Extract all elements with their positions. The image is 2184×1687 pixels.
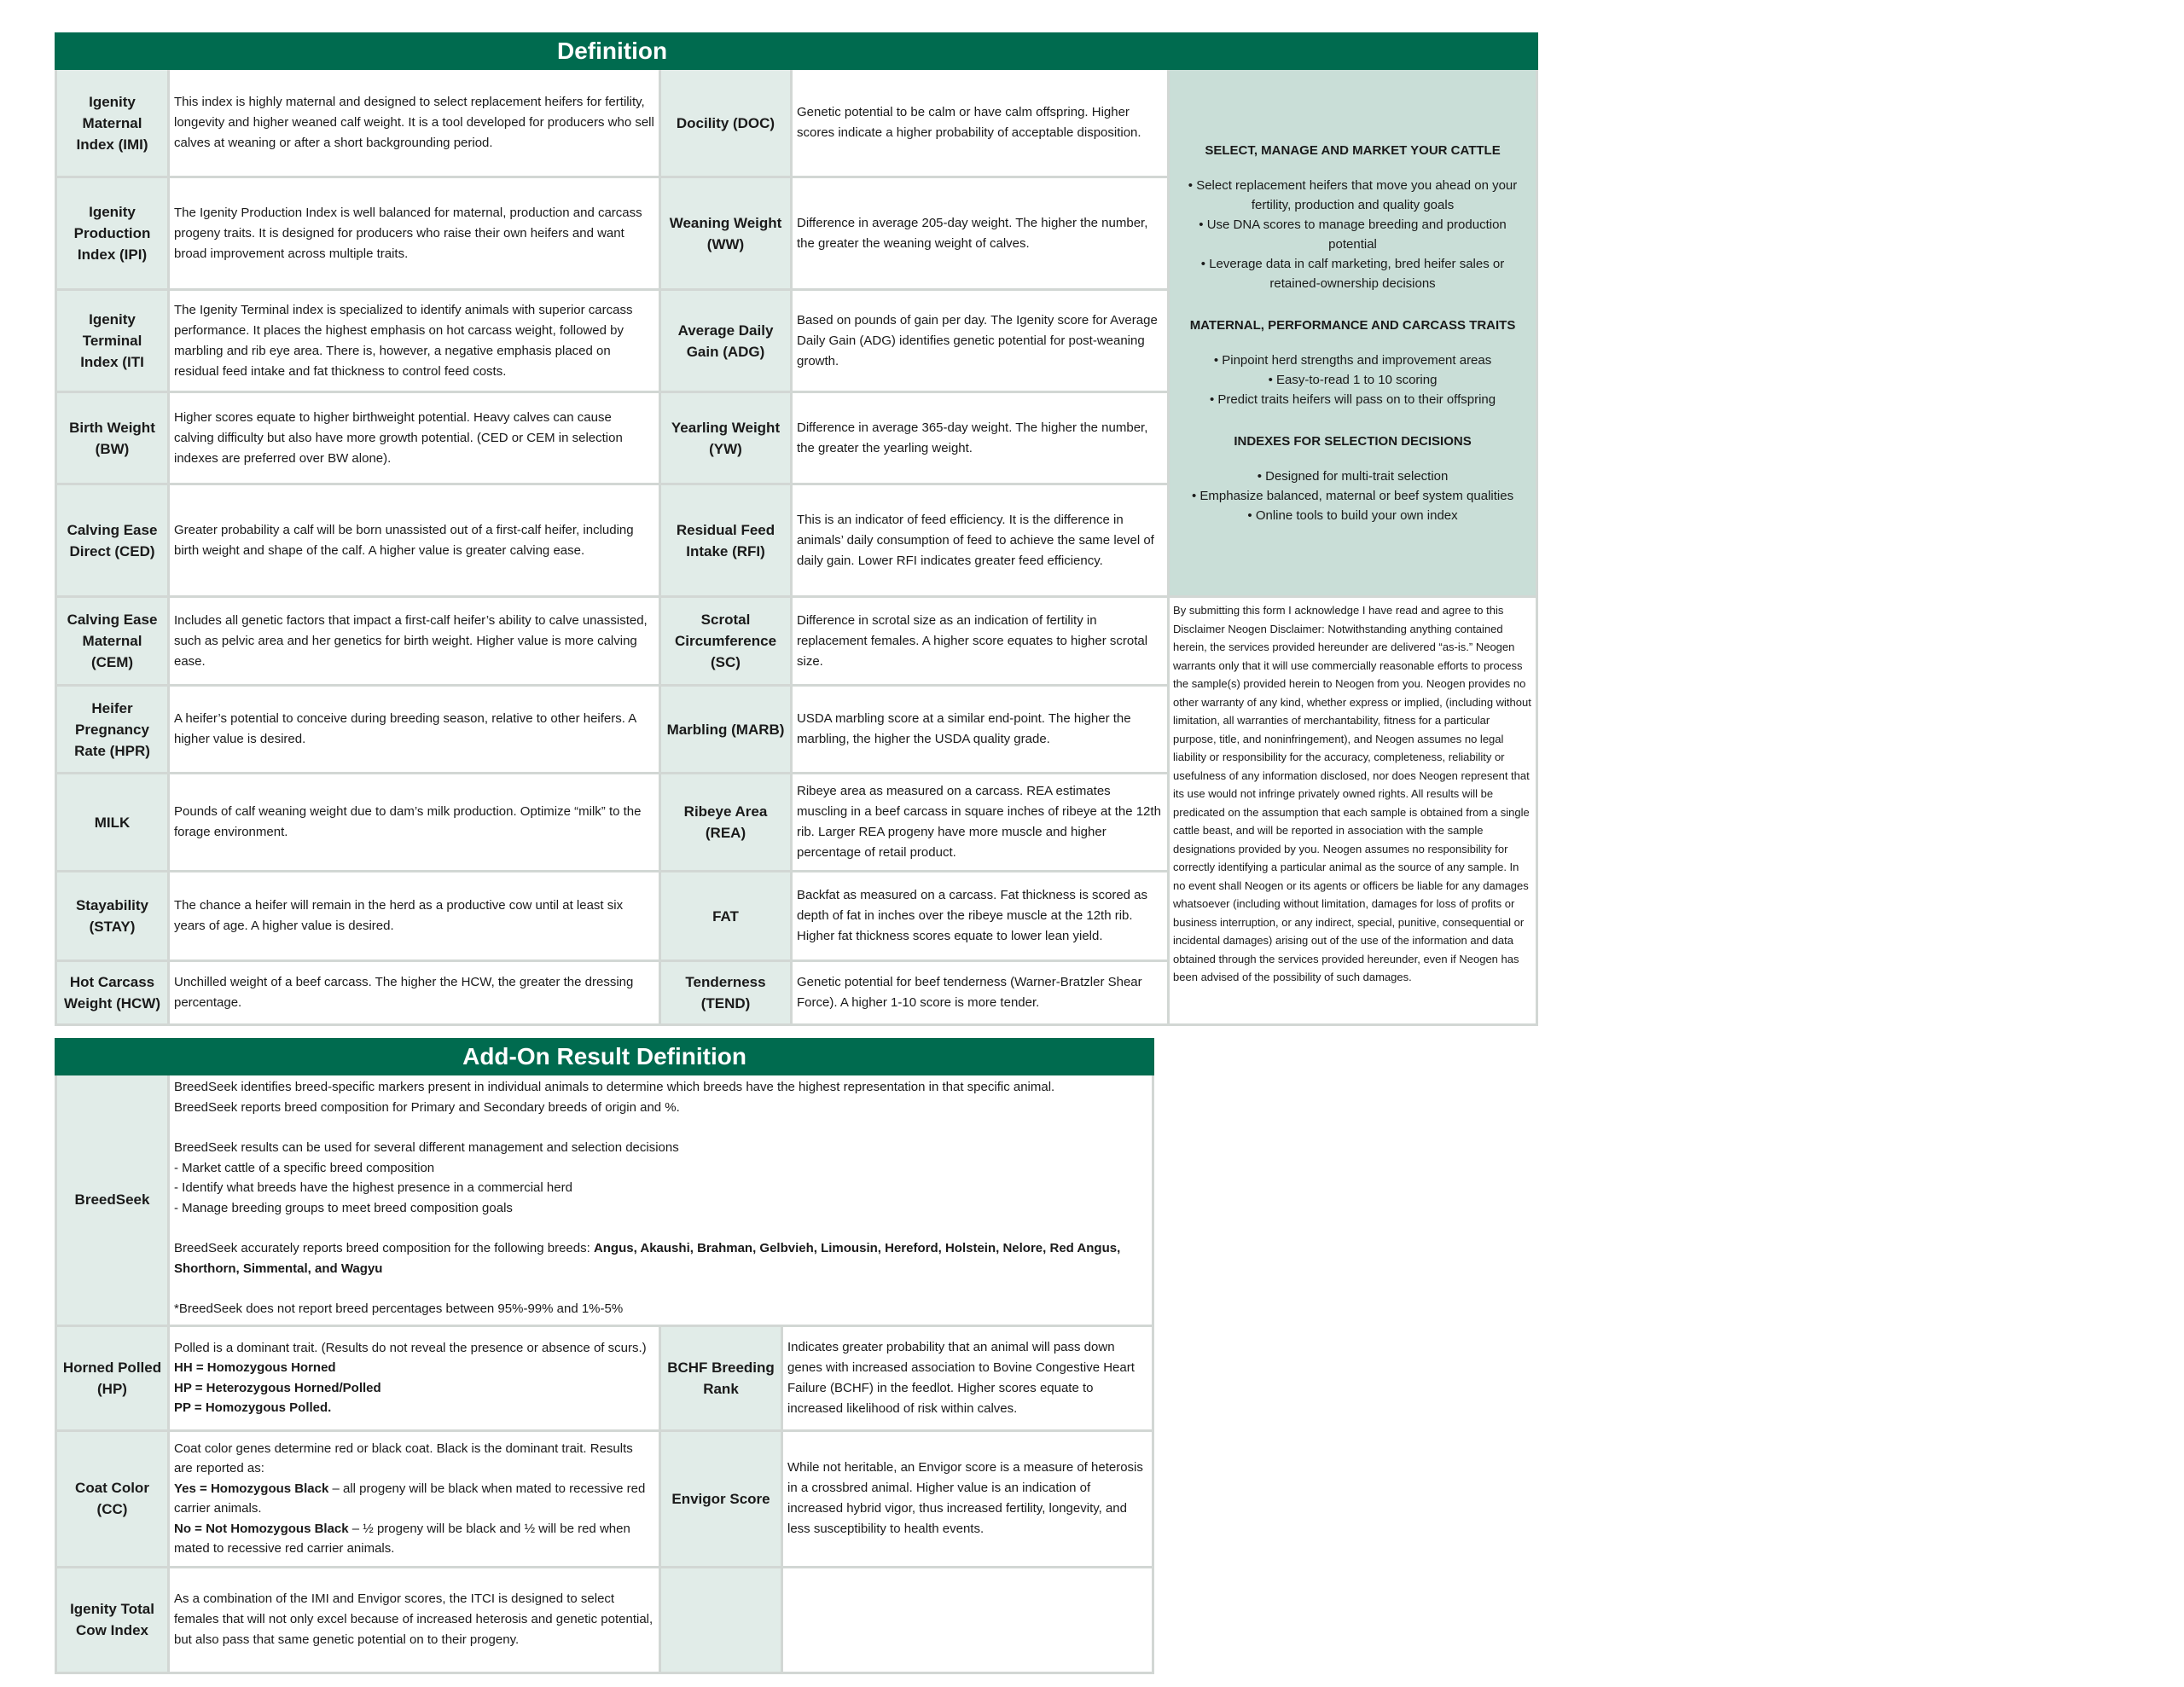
desc-adg: Based on pounds of gain per day. The Igenity score for Average Daily Gain (ADG) identifies genetic potential for post-weaning growth. bbox=[792, 290, 1169, 392]
term-tend: Tenderness (TEND) bbox=[660, 961, 792, 1025]
desc-bw: Higher scores equate to higher birthweight potential. Heavy calves can cause calving difficulty but also have more growth potential. (CED or CEM in selection indexes are preferred over BW alone). bbox=[169, 392, 660, 484]
desc-milk: Pounds of calf weaning weight due to dam’s milk production. Optimize “milk” to the forage environment. bbox=[169, 774, 660, 872]
breedseek-breeds bbox=[174, 1238, 1147, 1278]
term-cem: Calving Ease Maternal (CEM) bbox=[56, 597, 169, 686]
desc-breedseek bbox=[169, 1075, 1153, 1326]
blank-desc-cell bbox=[782, 1567, 1153, 1673]
term-bw: Birth Weight (BW) bbox=[56, 392, 169, 484]
desc-hpr: A heifer’s potential to conceive during breeding season, relative to other heifers. A higher value is desired. bbox=[169, 686, 660, 774]
cc-yes bbox=[174, 1479, 654, 1519]
term-itci: Igenity Total Cow Index bbox=[56, 1567, 169, 1673]
feature-bullet: • Leverage data in calf marketing, bred heifer sales or retained-ownership decisions bbox=[1200, 256, 1505, 291]
breedseek-use-item: - Manage breeding groups to meet breed composition goals bbox=[174, 1200, 513, 1215]
cc-no-text: – ½ progeny will be black and ½ will be red when mated to recessive red carrier animals. bbox=[174, 1521, 630, 1556]
feature-bullet: • Pinpoint herd strengths and improvement areas bbox=[1213, 352, 1492, 368]
feature-bullet: • Easy-to-read 1 to 10 scoring bbox=[1268, 372, 1438, 387]
desc-ced: Greater probability a calf will be born unassisted out of a first-calf heifer, including birth weight and shape of the calf. A higher value is greater calving ease. bbox=[169, 484, 660, 597]
desc-cc bbox=[169, 1430, 660, 1567]
desc-stay: The chance a heifer will remain in the herd as a productive cow until at least six years of age. A higher value is desired. bbox=[169, 872, 660, 961]
breedseek-use-item: - Market cattle of a specific breed composition bbox=[174, 1160, 435, 1175]
feature-bullet: • Designed for multi-trait selection bbox=[1257, 468, 1449, 484]
feature-panel bbox=[1169, 69, 1537, 597]
term-bchf: BCHF Breeding Rank bbox=[660, 1325, 782, 1430]
desc-envigor: While not heritable, an Envigor score is a measure of heterosis in a crossbred animal. Higher value is an indication of increased hybrid vigor, thus increased fertility, longevity, and less susceptibility to health events. bbox=[782, 1430, 1153, 1567]
breedseek-uses: BreedSeek results can be used for several different management and selection decisions bbox=[174, 1140, 679, 1155]
addon-title: Add-On Result Definition bbox=[56, 1040, 1153, 1075]
desc-imi: This index is highly maternal and designed to select replacement heifers for fertility, longevity and higher weaned calf weight. It is a tool developed for producers who sell calves at weaning or after a short backgrounding period. bbox=[169, 69, 660, 177]
term-yw: Yearling Weight (YW) bbox=[660, 392, 792, 484]
cc-no bbox=[174, 1519, 654, 1559]
breedseek-use-item: - Identify what breeds have the highest presence in a commercial herd bbox=[174, 1180, 572, 1195]
term-adg: Average Daily Gain (ADG) bbox=[660, 290, 792, 392]
term-milk: MILK bbox=[56, 774, 169, 872]
hp-intro: Polled is a dominant trait. (Results do not reveal the presence or absence of scurs.) bbox=[174, 1340, 647, 1355]
term-ipi: Igenity Production Index (IPI) bbox=[56, 177, 169, 290]
definition-header-blank bbox=[1169, 34, 1537, 69]
desc-ipi: The Igenity Production Index is well balanced for maternal, production and carcass progeny traits. It is designed for producers who raise their own heifers and want broad improvement across multiple traits. bbox=[169, 177, 660, 290]
breedseek-breeds-list: Angus, Akaushi, Brahman, Gelbvieh, Limousin, Hereford, Holstein, Nelore, Red Angus, Shorthorn, Simmental, and Wagyu bbox=[174, 1241, 1121, 1276]
cc-no-label: No = Not Homozygous Black bbox=[174, 1521, 349, 1536]
desc-ww: Difference in average 205-day weight. The higher the number, the greater the weaning weight of calves. bbox=[792, 177, 1169, 290]
feature-heading-select: SELECT, MANAGE AND MARKET YOUR CATTLE bbox=[1205, 142, 1501, 158]
term-ced: Calving Ease Direct (CED) bbox=[56, 484, 169, 597]
hp-pp: PP = Homozygous Polled. bbox=[174, 1400, 332, 1415]
term-hp: Horned Polled (HP) bbox=[56, 1325, 169, 1430]
desc-cem: Includes all genetic factors that impact a first-calf heifer’s ability to calve unassisted, such as pelvic area and her genetics for birth weight. Higher value is more calving ease. bbox=[169, 597, 660, 686]
desc-tend: Genetic potential for beef tenderness (Warner-Bratzler Shear Force). A higher 1-10 score is more tender. bbox=[792, 961, 1169, 1025]
desc-marb: USDA marbling score at a similar end-point. The higher the marbling, the higher the USDA quality grade. bbox=[792, 686, 1169, 774]
breedseek-composition: BreedSeek reports breed composition for Primary and Secondary breeds of origin and %. bbox=[174, 1099, 680, 1115]
term-fat: FAT bbox=[660, 872, 792, 961]
hp-hh: HH = Homozygous Horned bbox=[174, 1360, 336, 1375]
feature-bullet: • Emphasize balanced, maternal or beef system qualities bbox=[1191, 488, 1514, 503]
feature-bullet: • Use DNA scores to manage breeding and production potential bbox=[1199, 217, 1507, 252]
term-marb: Marbling (MARB) bbox=[660, 686, 792, 774]
desc-iti: The Igenity Terminal index is specialized to identify animals with superior carcass performance. It places the highest emphasis on hot carcass weight, followed by marbling and rib eye area. There is, however, a negative emphasis placed on residual feed intake and fat thickness to control feed costs. bbox=[169, 290, 660, 392]
breedseek-breeds-lead: BreedSeek accurately reports breed composition for the following breeds: bbox=[174, 1241, 594, 1255]
breedseek-footnote: *BreedSeek does not report breed percentages between 95%-99% and 1%-5% bbox=[174, 1301, 624, 1316]
term-doc: Docility (DOC) bbox=[660, 69, 792, 177]
desc-sc: Difference in scrotal size as an indication of fertility in replacement females. A higher score equates to higher scrotal size. bbox=[792, 597, 1169, 686]
term-breedseek: BreedSeek bbox=[56, 1075, 169, 1326]
desc-fat: Backfat as measured on a carcass. Fat thickness is scored as depth of fat in inches over the ribeye muscle at the 12th rib. Higher fat thickness scores equate to lower lean yield. bbox=[792, 872, 1169, 961]
desc-hcw: Unchilled weight of a beef carcass. The higher the HCW, the greater the dressing percentage. bbox=[169, 961, 660, 1025]
breedseek-intro: BreedSeek identifies breed-specific markers present in individual animals to determine which breeds have the highest representation in that specific animal. bbox=[174, 1080, 1055, 1094]
blank-term-cell bbox=[660, 1567, 782, 1673]
term-rfi: Residual Feed Intake (RFI) bbox=[660, 484, 792, 597]
term-rea: Ribeye Area (REA) bbox=[660, 774, 792, 872]
term-ww: Weaning Weight (WW) bbox=[660, 177, 792, 290]
desc-rea: Ribeye area as measured on a carcass. REA estimates muscling in a beef carcass in square inches of ribeye at the 12th rib. Larger REA progeny have more muscle and higher percentage of retail product. bbox=[792, 774, 1169, 872]
term-imi: Igenity Maternal Index (IMI) bbox=[56, 69, 169, 177]
term-sc: Scrotal Circumference (SC) bbox=[660, 597, 792, 686]
disclaimer-text: By submitting this form I acknowledge I have read and agree to this Disclaimer Neogen Disclaimer: Notwithstanding anything contained herein, the services provided hereunder are delivered “as-is.” Neogen warrants only that it will use commercially reasonable efforts to process the sample(s) provided herein to Neogen from you. Neogen provides no other warranty of any kind, whether express or implied, (including without limitation, all warranties of merchantability, fitness for a particular purpose, title, and noninfringement), and Neogen assumes no legal liability or responsibility for the accuracy, completeness, reliability or usefulness of any information disclosed, nor does Neogen represent that its use would not infringe privately owned rights. All results will be predicated on the assumption that each sample is obtained from a single cattle beast, and will be reported in association with the sample designations provided by you. Neogen assumes no responsibility for correctly identifying a particular animal as the source of any sample. In no event shall Neogen or its agents or officers be liable for any damages whatsoever (including without limitation, damages for loss of profits or business interruption, or any indirect, special, punitive, consequential or incidental damages) arising out of the use of the information and data obtained through the services provided hereunder, even if Neogen has been advised of the possibility of such damages. bbox=[1169, 597, 1537, 1025]
term-stay: Stayability (STAY) bbox=[56, 872, 169, 961]
term-hcw: Hot Carcass Weight (HCW) bbox=[56, 961, 169, 1025]
feature-bullet: • Predict traits heifers will pass on to their offspring bbox=[1209, 391, 1496, 407]
feature-bullet: • Online tools to build your own index bbox=[1247, 507, 1458, 523]
term-iti: Igenity Terminal Index (ITI bbox=[56, 290, 169, 392]
cc-yes-label: Yes = Homozygous Black bbox=[174, 1481, 329, 1496]
term-envigor: Envigor Score bbox=[660, 1430, 782, 1567]
desc-doc: Genetic potential to be calm or have calm offspring. Higher scores indicate a higher probability of acceptable disposition. bbox=[792, 69, 1169, 177]
cc-yes-text: – all progeny will be black when mated to recessive red carrier animals. bbox=[174, 1481, 646, 1516]
cc-intro: Coat color genes determine red or black coat. Black is the dominant trait. Results are reported as: bbox=[174, 1441, 633, 1475]
addon-table bbox=[55, 1038, 1154, 1674]
term-cc: Coat Color (CC) bbox=[56, 1430, 169, 1567]
desc-itci: As a combination of the IMI and Envigor scores, the ITCI is designed to select females that will not only excel because of increased heterosis and genetic potential, but also pass that same genetic potential on to their progeny. bbox=[169, 1567, 660, 1673]
definition-table bbox=[55, 32, 1538, 1026]
feature-heading-indexes: INDEXES FOR SELECTION DECISIONS bbox=[1234, 433, 1472, 449]
feature-bullet: • Select replacement heifers that move you ahead on your fertility, production and quality goals bbox=[1188, 177, 1518, 212]
feature-heading-traits: MATERNAL, PERFORMANCE AND CARCASS TRAITS bbox=[1189, 317, 1516, 333]
hp-hp: HP = Heterozygous Horned/Polled bbox=[174, 1380, 381, 1395]
desc-rfi: This is an indicator of feed efficiency. It is the difference in animals’ daily consumption of feed to achieve the same level of daily gain. Lower RFI indicates greater feed efficiency. bbox=[792, 484, 1169, 597]
desc-bchf: Indicates greater probability that an animal will pass down genes with increased association to Bovine Congestive Heart Failure (BCHF) in the feedlot. Higher scores equate to increased likelihood of risk within calves. bbox=[782, 1325, 1153, 1430]
desc-yw: Difference in average 365-day weight. The higher the number, the greater the yearling weight. bbox=[792, 392, 1169, 484]
definition-title: Definition bbox=[56, 34, 1169, 69]
desc-hp bbox=[169, 1325, 660, 1430]
term-hpr: Heifer Pregnancy Rate (HPR) bbox=[56, 686, 169, 774]
